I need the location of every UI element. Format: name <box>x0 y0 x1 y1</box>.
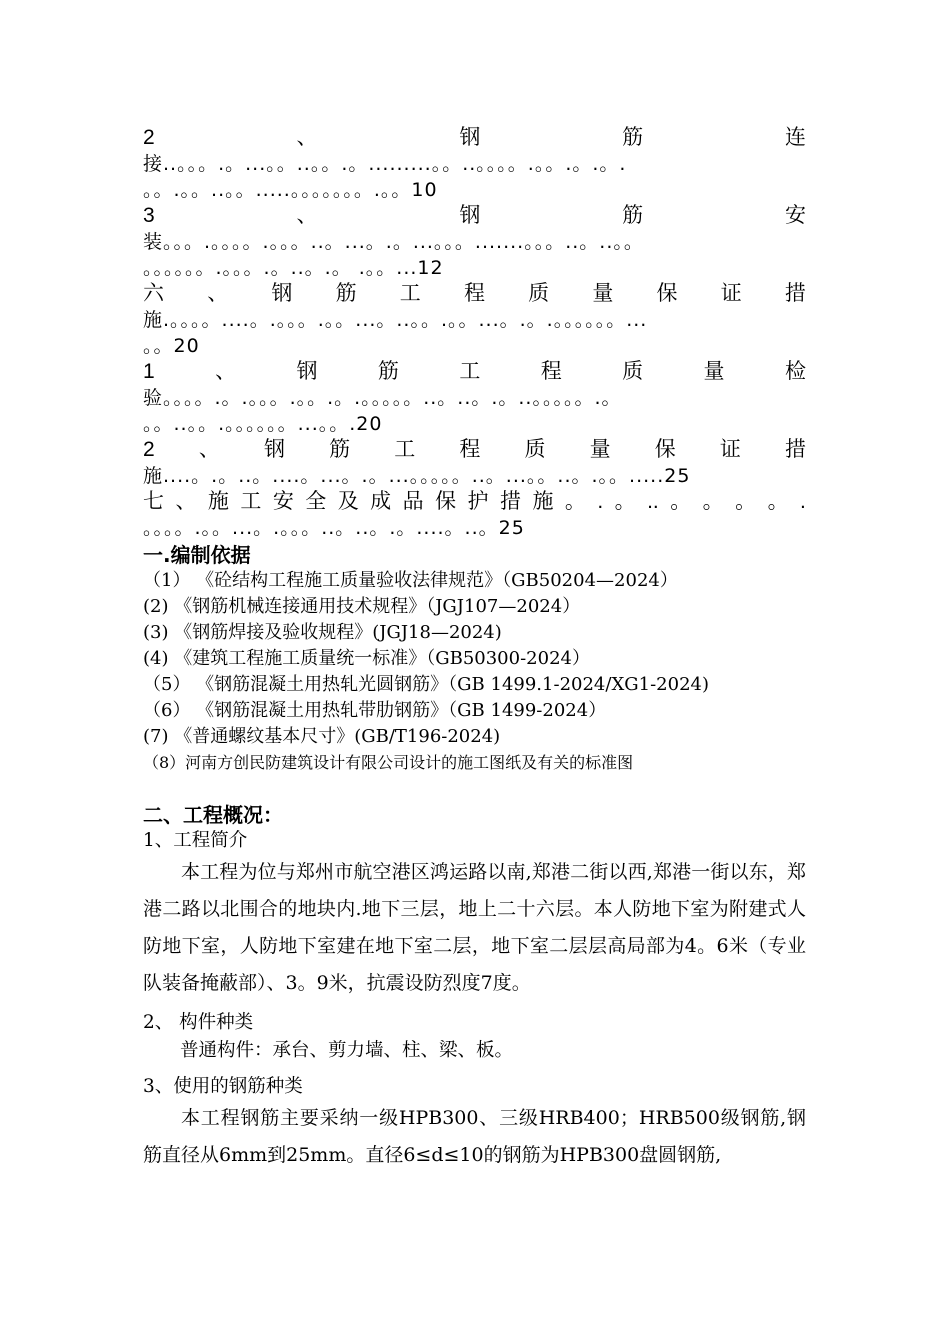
toc-token: 钢 <box>296 360 318 383</box>
toc-token: 量 <box>703 360 725 383</box>
toc-token: 六 <box>143 282 164 305</box>
toc-token: 筋 <box>622 126 644 149</box>
toc-token: 护 <box>467 490 489 513</box>
toc-heading-line <box>143 489 806 515</box>
toc-token: 措 <box>784 282 806 305</box>
toc-token: 钢 <box>459 126 481 149</box>
toc-leader-line: 。。20 <box>143 335 200 357</box>
toc-token: 措 <box>784 438 806 461</box>
toc-token: 、 <box>296 204 318 227</box>
reference-item: (4) 《建筑工程施工质量统一标准》（GB50300-2024） <box>143 648 590 669</box>
toc-token: 证 <box>719 438 741 461</box>
toc-entry-2-measures <box>143 437 806 489</box>
toc-token: 安 <box>785 204 806 227</box>
toc-token: 2 <box>143 438 155 461</box>
toc-token: 施 <box>532 490 554 513</box>
toc-token: 品 <box>402 490 424 513</box>
toc-token: 施 <box>207 490 229 513</box>
toc-leader-line: 。。。。。。.。。。.。..。.。 .。。...12 <box>143 257 444 279</box>
toc-token: 保 <box>435 490 457 513</box>
section-heading: 二、工程概况： <box>143 803 283 827</box>
toc-leader-line: 验。。。。.。.。。。.。。.。.。。。。。..。..。.。..。。。。。.。 <box>143 387 622 409</box>
toc-token: 筋 <box>329 438 351 461</box>
subsection-heading: 3、使用的钢筋种类 <box>143 1076 303 1097</box>
reference-item: （1） 《砼结构工程施工质量验收法律规范》（GB50204—2024） <box>143 570 678 591</box>
toc-heading-line <box>143 203 806 229</box>
toc-token: 3 <box>143 204 155 227</box>
toc-heading-line <box>143 281 806 307</box>
toc-token: 措 <box>499 490 521 513</box>
paragraph: 普通构件：承台、剪力墙、柱、梁、板。 <box>180 1040 514 1061</box>
reference-item: (3) 《钢筋焊接及验收规程》(JGJ18—2024) <box>143 622 502 643</box>
toc-token: 2 <box>143 126 155 149</box>
toc-token: 1 <box>143 360 155 383</box>
toc-token: 全 <box>305 490 327 513</box>
toc-token: 保 <box>656 282 678 305</box>
toc-token: 、 <box>215 360 237 383</box>
toc-token: 、 <box>296 126 318 149</box>
toc-leader-line: 。。。。.。。...。.。。。..。..。.。....。..。25 <box>143 517 525 539</box>
toc-token: 。 <box>702 490 724 513</box>
toc-entry-2-connection <box>143 125 806 203</box>
toc-heading-line <box>143 437 806 463</box>
toc-token: 钢 <box>271 282 293 305</box>
toc-token: 量 <box>592 282 614 305</box>
toc-token: 质 <box>524 438 546 461</box>
toc-leader-line: 施.。。。。....。.。。。.。。...。..。。.。。...。.。.。。。。。。... <box>143 309 648 331</box>
toc-token: 保 <box>654 438 676 461</box>
toc-token: 筋 <box>622 204 644 227</box>
toc-entry-6-quality <box>143 281 806 359</box>
toc-token: . <box>800 490 806 513</box>
toc-token: 、 <box>175 490 197 513</box>
subsection-heading: 1、工程简介 <box>143 830 248 851</box>
toc-entry-1-inspection <box>143 359 806 437</box>
toc-entry-7-safety <box>143 489 806 541</box>
reference-item: （8）河南方创民防建筑设计有限公司设计的施工图纸及有关的标准图 <box>143 753 634 772</box>
reference-item: （5） 《钢筋混凝土用热轧光圆钢筋》（GB 1499.1-2024/XG1-2024) <box>143 674 709 695</box>
toc-token: 程 <box>459 438 481 461</box>
toc-token: 连 <box>785 126 806 149</box>
section-project-overview <box>143 802 806 1174</box>
toc-heading-line <box>143 359 806 385</box>
reference-item: (7) 《普通螺纹基本尺寸》(GB/T196-2024) <box>143 726 501 747</box>
toc-token: 。 <box>614 490 636 513</box>
toc-token: 及 <box>337 490 359 513</box>
section-heading: 一.编制依据 <box>143 543 251 567</box>
toc-heading-line <box>143 125 806 151</box>
toc-leader-line: 。。..。。.。。。。。。...。。.20 <box>143 413 383 435</box>
toc-token: 筋 <box>335 282 357 305</box>
toc-token: 七 <box>143 490 164 513</box>
reference-item: （6） 《钢筋混凝土用热轧带肋钢筋》（GB 1499-2024） <box>143 700 607 721</box>
toc-token: 。 <box>564 490 586 513</box>
toc-token: 量 <box>589 438 611 461</box>
toc-token: 钢 <box>263 438 285 461</box>
paragraph: 本工程为位与郑州市航空港区鸿运路以南,郑港二街以西,郑港一街以东，郑港二路以北围合的地块内.地下三层，地上二十六层。本人防地下室为附建式人防地下室，人防地下室建在地下室二层，地下室二层层高局部为4。6米（专业队装备掩蔽部）、3。9米，抗震设防烈度7度。 <box>143 861 806 994</box>
toc-token: 成 <box>370 490 392 513</box>
toc-leader-line: 。。.。。..。。.....。。。。。。。.。。10 <box>143 179 438 201</box>
toc-token: 工 <box>394 438 416 461</box>
toc-token: 。 <box>767 490 789 513</box>
section-compilation-basis <box>143 542 806 776</box>
toc-token: 程 <box>540 360 562 383</box>
reference-item: (2) 《钢筋机械连接通用技术规程》（JGJ107—2024） <box>143 596 581 617</box>
toc-leader-line: 施....。.。..。....。...。.。...。。。。。..。...。。..。.。。.....25 <box>143 465 691 487</box>
toc-token: . <box>597 490 604 513</box>
toc-token: 工 <box>240 490 262 513</box>
toc-token: 。 <box>670 490 692 513</box>
toc-token: 、 <box>198 438 220 461</box>
subsection-heading: 2、 构件种类 <box>143 1012 254 1033</box>
toc-token: 质 <box>528 282 550 305</box>
toc-token: 安 <box>272 490 294 513</box>
toc-token: 筋 <box>377 360 399 383</box>
toc-token: 检 <box>784 360 806 383</box>
toc-token: 工 <box>459 360 481 383</box>
toc-token: 。 <box>735 490 757 513</box>
toc-token: 质 <box>622 360 644 383</box>
toc-token: .. <box>647 490 659 513</box>
toc-entry-3-install <box>143 203 806 281</box>
toc-leader-line: 接..。。。.。...。。..。。.。.........。。..。。。。.。。.。.。. <box>143 153 627 175</box>
toc-token: 钢 <box>459 204 481 227</box>
toc-leader-line: 装。。。.。。。。.。。。..。...。.。...。。。.......。。。..。..。。 <box>143 231 644 253</box>
toc-token: 证 <box>720 282 742 305</box>
toc-token: 工 <box>399 282 421 305</box>
toc-token: 、 <box>207 282 229 305</box>
toc-token: 程 <box>463 282 485 305</box>
paragraph: 本工程钢筋主要采纳一级HPB300、三级HRB400；HRB500级钢筋,钢筋直径从6mm到25mm。直径6≤d≤10的钢筋为HPB300盘圆钢筋, <box>143 1107 806 1166</box>
